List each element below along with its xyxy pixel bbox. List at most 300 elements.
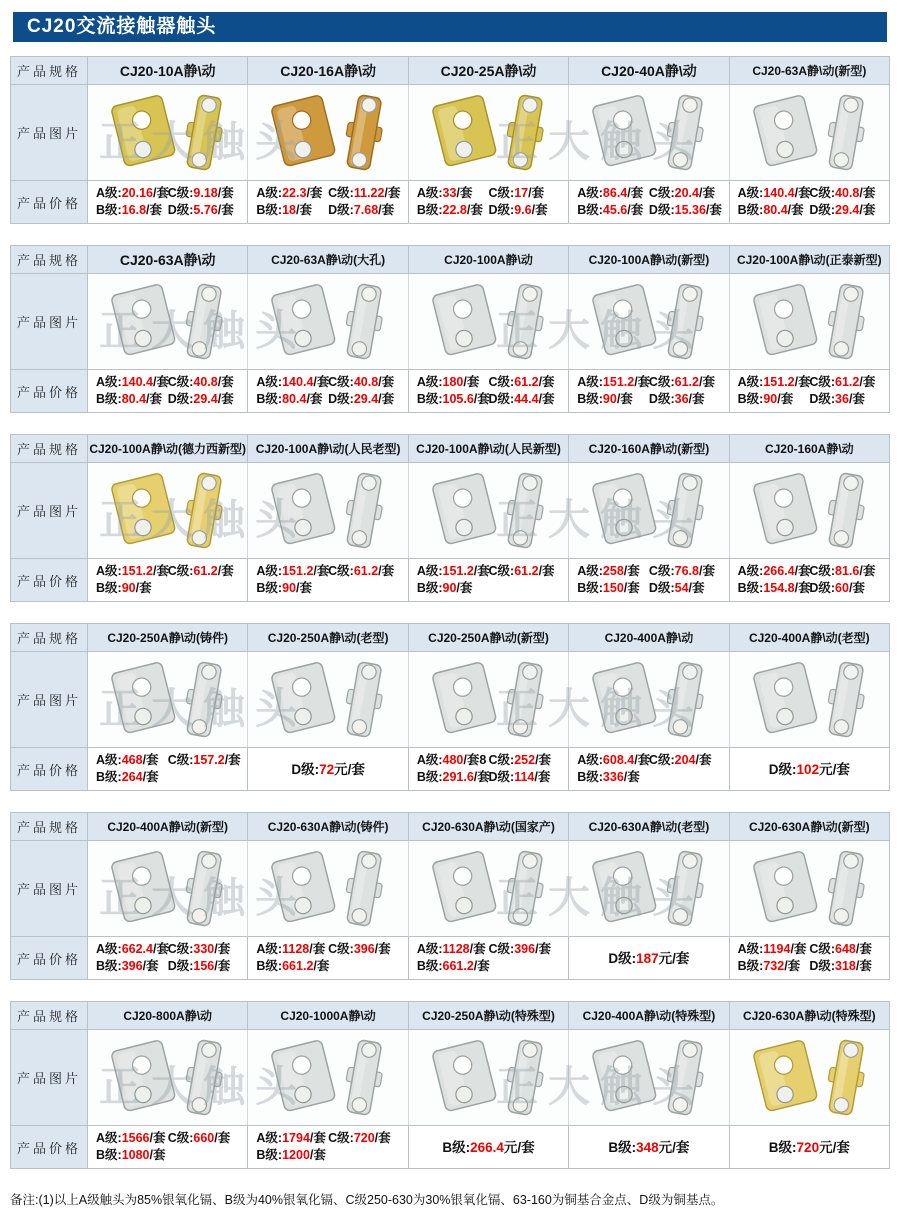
contact-part-image [251, 1033, 404, 1122]
watermark-text: 正大触头 [99, 307, 308, 354]
product-image-cell [87, 652, 247, 747]
price-entry [96, 769, 168, 786]
price-unit: /套 [463, 375, 480, 389]
price-unit: /套8 [463, 753, 487, 767]
price-unit: /套 [378, 203, 395, 217]
product-image-cell [729, 85, 889, 180]
price-grade-label: A级: [577, 753, 603, 767]
product-image-cell [408, 652, 568, 747]
contact-part-image [412, 655, 565, 744]
price-grade-label: C级: [488, 753, 515, 767]
price-unit: /套 [217, 186, 234, 200]
price-entry [168, 958, 240, 975]
product-section [10, 623, 890, 791]
contact-part-image [251, 466, 404, 555]
price-entry [96, 391, 168, 408]
price-cell [247, 1126, 407, 1168]
price-unit: /套 [217, 392, 234, 406]
price-row-label: 产品价格 [11, 937, 87, 979]
price-value: 252 [514, 753, 536, 767]
spec-row-label: 产品规格 [11, 624, 87, 651]
price-entry [442, 1139, 534, 1156]
price-grade-label: A级: [96, 186, 122, 200]
price-cell [247, 370, 407, 412]
price-value: 720 [796, 1139, 820, 1155]
price-value: 9.6 [514, 203, 532, 217]
price-grade-label: A级: [256, 1131, 283, 1145]
price-entry [738, 202, 810, 219]
spec-row [11, 624, 889, 651]
price-unit: /套 [698, 564, 715, 578]
price-entry [809, 563, 881, 580]
price-value: 396 [121, 959, 143, 973]
product-image-cell [568, 274, 728, 369]
price-value: 266.4 [470, 1139, 504, 1155]
price-entry [96, 1147, 168, 1164]
price-value: 140.4 [282, 375, 314, 389]
spec-row [11, 813, 889, 840]
price-grade-label: D级: [167, 392, 194, 406]
price-cell [87, 748, 247, 790]
price-entry [96, 941, 168, 958]
price-value: 661.2 [282, 959, 314, 973]
image-strip [87, 841, 889, 936]
price-value: 45.6 [602, 203, 628, 217]
price-value: 81.6 [835, 564, 860, 578]
price-entry [417, 580, 489, 597]
price-value: 15.36 [674, 203, 706, 217]
contact-part-image [572, 466, 725, 555]
watermark-text: 正大触头 [496, 685, 705, 732]
price-grade-label: A级: [577, 186, 603, 200]
price-value: 90 [602, 392, 617, 406]
image-row-label: 产品图片 [11, 1030, 87, 1125]
price-entry [328, 202, 400, 219]
price-value: 5.76 [193, 203, 218, 217]
price-value: 396 [353, 942, 375, 956]
price-value: 61.2 [193, 564, 218, 578]
price-grade-label: B级: [416, 392, 443, 406]
price-entry [577, 752, 649, 769]
contact-part-image [251, 277, 404, 366]
image-row-label: 产品图片 [11, 652, 87, 747]
price-unit: /套 [705, 203, 722, 217]
price-value: 22.3 [282, 186, 307, 200]
price-entry [489, 563, 561, 580]
model-header: CJ20-100A静\动(人民老型) [247, 435, 407, 462]
model-header: CJ20-10A静\动 [87, 57, 247, 84]
price-unit: /套 [859, 186, 876, 200]
spec-row-label: 产品规格 [11, 246, 87, 273]
spec-row-label: 产品规格 [11, 435, 87, 462]
contact-part-image [91, 277, 244, 366]
price-entry [417, 941, 489, 958]
price-grade-label: C级: [167, 942, 194, 956]
price-grade-label: C级: [648, 564, 675, 578]
image-row [11, 462, 889, 558]
price-grade-label: B级: [416, 203, 443, 217]
contact-part-image [572, 277, 725, 366]
price-unit: /套 [378, 392, 395, 406]
price-entry [649, 391, 721, 408]
price-value: 1128 [442, 942, 470, 956]
price-value: 61.2 [514, 564, 539, 578]
watermark-text: 正大触头 [99, 1063, 308, 1110]
contact-part-image [412, 277, 565, 366]
price-grade-label: D级: [809, 959, 836, 973]
model-header: CJ20-630A静\动(老型) [568, 813, 728, 840]
price-cell [408, 181, 568, 223]
price-grade-label: C级: [809, 375, 836, 389]
price-unit: /套 [777, 392, 794, 406]
price-unit: /套 [473, 564, 490, 578]
price-grade-label: D级: [648, 392, 675, 406]
price-unit: /套 [688, 581, 705, 595]
product-image-cell [568, 841, 728, 936]
price-entry [489, 391, 561, 408]
price-value: 36 [835, 392, 849, 406]
price-value: 348 [636, 1139, 659, 1155]
product-image-cell [87, 1030, 247, 1125]
spec-row [11, 1002, 889, 1029]
product-image-cell [87, 85, 247, 180]
price-unit: /套 [306, 186, 323, 200]
price-row [11, 936, 889, 979]
price-value: 80.4 [121, 392, 147, 406]
price-value: 264 [121, 770, 143, 784]
price-unit: /套 [535, 753, 552, 767]
price-value: 154.8 [763, 581, 795, 595]
price-unit: /套 [142, 753, 159, 767]
price-unit: 元/套 [658, 1139, 690, 1155]
price-value: 468 [121, 753, 143, 767]
price-grade-label: A级: [416, 564, 443, 578]
model-header: CJ20-630A静\动(新型) [729, 813, 889, 840]
price-entry [809, 374, 881, 391]
price-value: 157.2 [193, 753, 225, 767]
image-row-label: 产品图片 [11, 274, 87, 369]
price-row-label: 产品价格 [11, 1126, 87, 1168]
price-entry [608, 950, 689, 967]
product-image-cell [408, 1030, 568, 1125]
price-cell [408, 748, 568, 790]
price-entry [417, 202, 489, 219]
price-unit: 元/套 [819, 1139, 850, 1155]
spec-row [11, 57, 889, 84]
price-unit: /套 [859, 203, 876, 217]
watermark-text: 正大触头 [99, 685, 308, 732]
price-cell [729, 748, 889, 790]
price-value: 140.4 [763, 186, 795, 200]
model-header: CJ20-250A静\动(新型) [408, 624, 568, 651]
price-entry [489, 185, 561, 202]
price-entry [168, 941, 240, 958]
price-grade-label: A级: [737, 186, 764, 200]
price-grade-label: D级: [328, 392, 354, 406]
model-header: CJ20-250A静\动(老型) [247, 624, 407, 651]
price-unit: 元/套 [503, 1139, 535, 1155]
price-grade-label: B级: [96, 770, 122, 784]
price-unit: /套 [374, 942, 391, 956]
price-entry [809, 958, 881, 975]
price-grade-label: B级: [256, 203, 283, 217]
price-grade-label: B级: [416, 959, 443, 973]
product-image-cell [729, 652, 889, 747]
price-grade-label: A级: [737, 942, 764, 956]
product-image-cell [247, 841, 407, 936]
price-value: 40.8 [353, 375, 379, 389]
price-entry [417, 769, 489, 786]
price-row [11, 558, 889, 601]
price-grade-label: B级: [256, 1148, 283, 1162]
price-entry [417, 185, 489, 202]
price-entry [417, 752, 489, 769]
price-unit: /套 [384, 186, 401, 200]
price-unit: /套 [142, 770, 159, 784]
price-entry [489, 374, 561, 391]
price-value: 318 [835, 959, 856, 973]
price-grade-label: C级: [648, 753, 675, 767]
price-cell [87, 370, 247, 412]
contact-part-image [251, 655, 404, 744]
price-entry [291, 761, 365, 778]
price-cell [408, 937, 568, 979]
price-unit: /套 [627, 203, 644, 217]
price-grade-label: B级: [96, 203, 122, 217]
watermark-text: 正大触头 [99, 874, 308, 921]
price-entry [256, 580, 328, 597]
watermark-text: 正大触头 [496, 874, 705, 921]
price-grade-label: B级: [737, 392, 764, 406]
contact-part-image [251, 88, 404, 177]
product-section [10, 1001, 890, 1169]
price-entry [417, 391, 489, 408]
price-grade-label: D级: [488, 203, 515, 217]
price-unit: /套 [538, 392, 555, 406]
product-table-sections [10, 56, 890, 1169]
contact-part-image [572, 1033, 725, 1122]
price-cell [408, 1126, 568, 1168]
price-grade-label: A级: [737, 375, 764, 389]
price-unit: /套 [466, 203, 483, 217]
price-entry [769, 761, 850, 778]
price-value: 11.22 [353, 186, 385, 200]
model-header: CJ20-630A静\动(特殊型) [729, 1002, 889, 1029]
price-value: 187 [636, 950, 659, 966]
price-grade-label: A级: [96, 942, 122, 956]
contact-part-image [91, 1033, 244, 1122]
price-value: 7.68 [353, 203, 379, 217]
price-unit: /套 [456, 186, 473, 200]
price-entry [256, 1130, 328, 1147]
price-entry [256, 202, 328, 219]
price-grade-label: D级: [328, 203, 354, 217]
price-value: 90 [763, 392, 778, 406]
price-row [11, 1125, 889, 1168]
price-grade-label: C级: [488, 375, 515, 389]
model-header: CJ20-400A静\动(特殊型) [568, 1002, 728, 1029]
price-unit: /套 [135, 581, 152, 595]
price-value: 22.8 [442, 203, 467, 217]
price-row-label: 产品价格 [11, 181, 87, 223]
price-cell [568, 1126, 728, 1168]
price-grade-label: A级: [416, 375, 443, 389]
price-unit: /套 [473, 770, 490, 784]
price-value: 180 [442, 375, 464, 389]
price-grade-label: B级: [96, 1148, 122, 1162]
price-value: 102 [796, 761, 820, 777]
price-grade-label: D级: [809, 203, 836, 217]
price-grade-label: C级: [809, 564, 836, 578]
price-value: 29.4 [193, 392, 218, 406]
price-entry [328, 1130, 400, 1147]
price-value: 151.2 [121, 564, 153, 578]
product-image-cell [568, 1030, 728, 1125]
price-unit: /套 [616, 392, 633, 406]
price-value: 150 [602, 581, 624, 595]
model-header: CJ20-100A静\动(人民新型) [408, 435, 568, 462]
price-unit: /套 [538, 564, 555, 578]
product-section [10, 56, 890, 224]
price-value: 72 [319, 761, 335, 777]
price-unit: /套 [794, 564, 811, 578]
product-image-cell [408, 841, 568, 936]
price-entry [96, 958, 168, 975]
price-entry [649, 580, 721, 597]
price-value: 61.2 [835, 375, 860, 389]
price-value: 480 [442, 753, 464, 767]
price-entry [649, 752, 721, 769]
image-strip [87, 463, 889, 558]
price-entry [738, 958, 810, 975]
price-unit: /套 [313, 564, 330, 578]
price-unit: /套 [794, 375, 811, 389]
image-strip [87, 85, 889, 180]
price-unit: 元/套 [658, 950, 690, 966]
product-image-cell [408, 463, 568, 558]
price-entry [489, 769, 561, 786]
product-image-cell [247, 652, 407, 747]
contact-part-image [91, 844, 244, 933]
product-image-cell [408, 274, 568, 369]
price-grade-label: B级: [256, 581, 283, 595]
price-grade-label: C级: [328, 186, 354, 200]
price-entry [96, 563, 168, 580]
price-value: 40.8 [193, 375, 218, 389]
spec-row-label: 产品规格 [11, 1002, 87, 1029]
price-value: 1128 [282, 942, 310, 956]
price-grade-label: B级: [256, 959, 283, 973]
contact-part-image [91, 466, 244, 555]
image-strip [87, 1030, 889, 1125]
model-header: CJ20-400A静\动(新型) [87, 813, 247, 840]
price-grade-label: C级: [809, 186, 836, 200]
price-entry [168, 202, 240, 219]
price-entry [328, 563, 400, 580]
price-value: 29.4 [835, 203, 860, 217]
image-row-label: 产品图片 [11, 85, 87, 180]
model-header: CJ20-63A静\动(大孔) [247, 246, 407, 273]
price-unit: /套 [528, 186, 545, 200]
price-grade-label: A级: [416, 186, 443, 200]
price-value: 61.2 [674, 375, 699, 389]
price-value: 140.4 [121, 375, 153, 389]
price-grade-label: A级: [256, 564, 283, 578]
price-entry [168, 185, 240, 202]
price-grade-label: A级: [256, 942, 283, 956]
price-grade-label: B级: [768, 1139, 797, 1155]
price-grade-label: C级: [167, 186, 194, 200]
price-entry [738, 374, 810, 391]
price-entry [489, 752, 561, 769]
model-header: CJ20-800A静\动 [87, 1002, 247, 1029]
price-unit: /套 [634, 375, 651, 389]
watermark-text: 正大触头 [99, 118, 308, 165]
price-unit: /套 [469, 942, 486, 956]
price-entry [738, 941, 810, 958]
price-value: 151.2 [763, 375, 795, 389]
price-row [11, 180, 889, 223]
page-title: CJ20交流接触器触头 [13, 12, 887, 42]
price-value: 90 [121, 581, 136, 595]
model-header: CJ20-160A静\动(新型) [568, 435, 728, 462]
price-value: 1194 [763, 942, 791, 956]
watermark-text: 正大触头 [496, 496, 705, 543]
price-grade-label: B级: [416, 770, 443, 784]
price-grade-label: A级: [256, 375, 283, 389]
price-grade-label: A级: [577, 564, 603, 578]
price-unit: /套 [534, 770, 551, 784]
contact-part-image [733, 88, 886, 177]
price-value: 90 [442, 581, 457, 595]
price-grade-label: B级: [608, 1139, 637, 1155]
price-grade-label: D级: [648, 203, 675, 217]
price-row-label: 产品价格 [11, 748, 87, 790]
price-cell [408, 559, 568, 601]
model-header: CJ20-25A静\动 [408, 57, 568, 84]
watermark-text: 正大触头 [496, 118, 705, 165]
price-unit: /套 [309, 1148, 326, 1162]
price-grade-label: A级: [96, 564, 122, 578]
price-entry [649, 202, 721, 219]
model-header: CJ20-100A静\动(正泰新型) [729, 246, 889, 273]
price-unit: /套 [146, 203, 163, 217]
price-value: 732 [763, 959, 785, 973]
price-cell [247, 748, 407, 790]
price-grade-label: C级: [167, 1131, 194, 1145]
watermark-text: 正大触头 [496, 307, 705, 354]
price-unit: /套 [214, 942, 231, 956]
price-unit: /套 [378, 564, 395, 578]
product-image-cell [568, 652, 728, 747]
contact-part-image [733, 466, 886, 555]
price-unit: 元/套 [819, 761, 850, 777]
contact-part-image [412, 1033, 565, 1122]
price-value: 9.18 [193, 186, 218, 200]
price-grade-label: C级: [488, 564, 515, 578]
price-unit: /套 [634, 753, 651, 767]
price-unit: /套 [473, 959, 490, 973]
price-unit: /套 [855, 959, 872, 973]
price-entry [256, 563, 328, 580]
price-unit: /套 [378, 375, 395, 389]
price-entry [649, 185, 721, 202]
price-entry [577, 391, 649, 408]
price-entry [96, 374, 168, 391]
price-entry [577, 202, 649, 219]
price-value: 61.2 [514, 375, 539, 389]
price-grade-label: B级: [96, 959, 122, 973]
